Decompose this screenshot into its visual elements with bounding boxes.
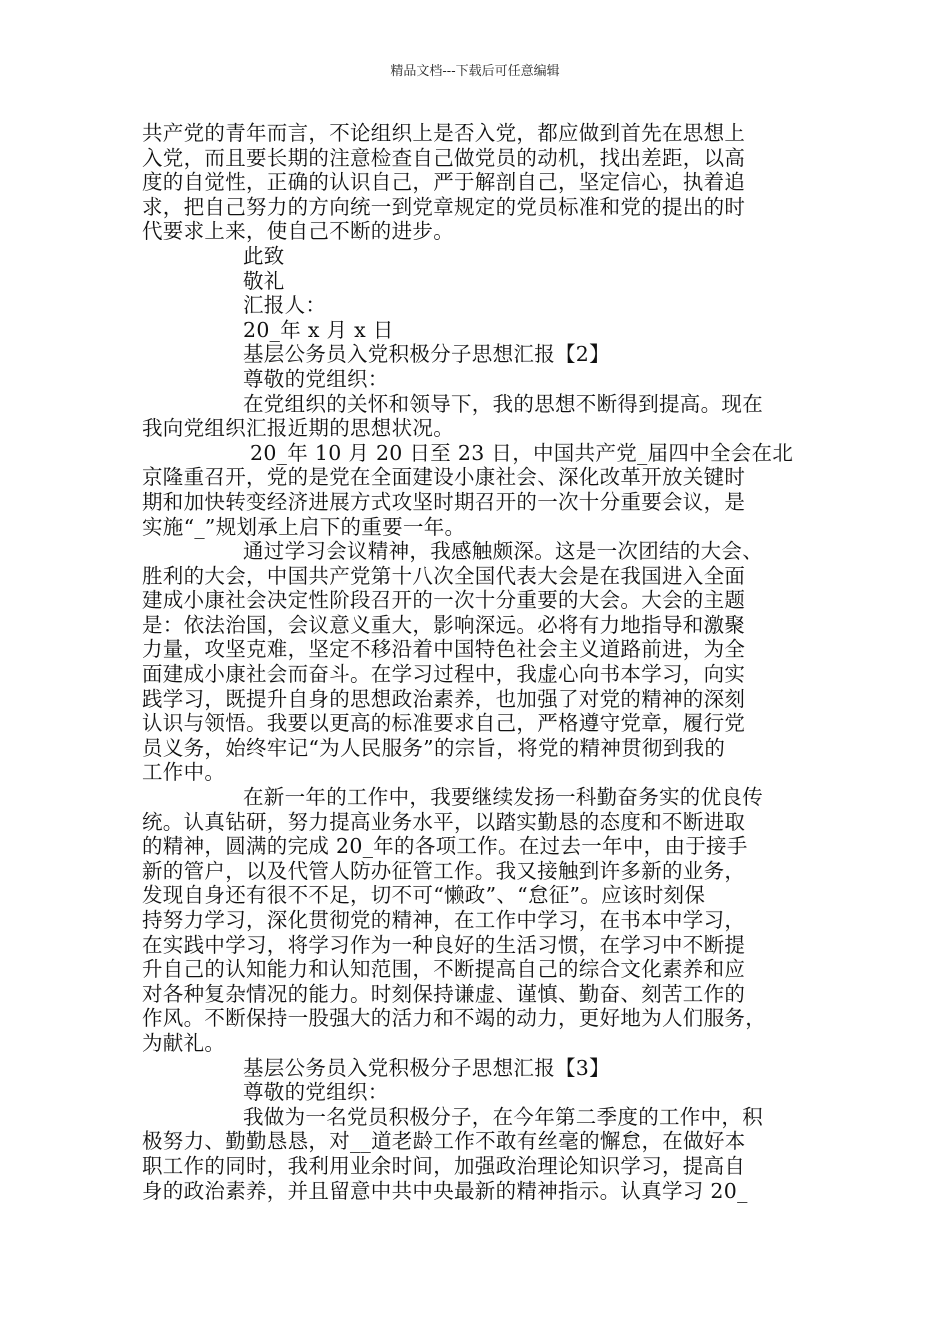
text-line: 入党，而且要长期的注意检查自己做党员的动机，找出差距，以高 bbox=[142, 145, 746, 170]
text-line: 工作中。 bbox=[142, 760, 226, 785]
text-line: 胜利的大会，中国共产党第十八次全国代表大会是在我国进入全面 bbox=[142, 563, 746, 588]
text-line: 在新一年的工作中，我要继续发扬一科勤奋务实的优良传 bbox=[243, 785, 763, 810]
text-line: 通过学习会议精神，我感触颇深。这是一次团结的大会、 bbox=[243, 539, 763, 564]
text-line: 是：依法治国，会议意义重大，影响深远。必将有力地指导和激聚 bbox=[142, 612, 746, 637]
text-line: 职工作的同时，我利用业余时间，加强政治理论知识学习，提高自 bbox=[142, 1153, 746, 1178]
closing-line: 此致 bbox=[243, 243, 285, 268]
section-title: 基层公务员入党积极分子思想汇报【2】 bbox=[243, 342, 610, 367]
text-line: 期和加快转变经济进展方式攻坚时期召开的一次十分重要会议，是 bbox=[142, 489, 746, 514]
text-line: 在实践中学习，将学习作为一种良好的生活习惯，在学习中不断提 bbox=[142, 932, 746, 957]
text-line: 员义务，始终牢记“为人民服务”的宗旨，将党的精神贯彻到我的 bbox=[142, 735, 726, 760]
text-line: 建成小康社会决定性阶段召开的一次十分重要的大会。大会的主题 bbox=[142, 588, 746, 613]
text-line: 身的政治素养，并且留意中共中央最新的精神指示。认真学习 20_ bbox=[142, 1178, 748, 1203]
text-line: 我做为一名党员积极分子，在今年第二季度的工作中，积 bbox=[243, 1104, 763, 1129]
paragraph bbox=[142, 785, 818, 1056]
text-line: 代要求上来，使自己不断的进步。 bbox=[142, 219, 454, 244]
closing-line: 敬礼 bbox=[243, 268, 285, 293]
paragraph bbox=[142, 539, 818, 785]
paragraph bbox=[142, 1105, 818, 1203]
reporter-line: 汇报人： bbox=[243, 293, 327, 318]
text-line: 京隆重召开，党的是党在全面建设小康社会、深化改革开放关键时 bbox=[142, 465, 746, 490]
page-header: 精品文档---下载后可任意编辑 bbox=[390, 64, 560, 79]
text-line: 持努力学习，深化贯彻党的精神，在工作中学习，在书本中学习， bbox=[142, 908, 746, 932]
text-line: 对各种复杂情况的能力。时刻保持谦虚、谨慎、勤奋、刻苦工作的 bbox=[142, 981, 746, 1006]
text-line: 力量，攻坚克难，坚定不移沿着中国特色社会主义道路前进，为全 bbox=[142, 637, 746, 662]
text-line: 的精神，圆满的完成 20_年的各项工作。在过去一年中，由于接手 bbox=[142, 834, 748, 859]
text-line: 为献礼。 bbox=[142, 1030, 226, 1055]
text-line: 践学习，既提升自身的思想政治素养，也加强了对党的精神的深刻 bbox=[142, 686, 746, 711]
date-line: 20_年 x 月 x 日 bbox=[243, 317, 394, 342]
paragraph bbox=[142, 441, 818, 539]
text-line: 发现自身还有很不不足，切不可“懒政”、“怠征”。应该时刻保 bbox=[142, 883, 706, 908]
text-line: 面建成小康社会而奋斗。在学习过程中，我虚心向书本学习，向实 bbox=[142, 662, 746, 687]
section-title: 基层公务员入党积极分子思想汇报【3】 bbox=[243, 1055, 610, 1080]
text-line: 实施“_”规划承上启下的重要一年。 bbox=[142, 514, 466, 539]
text-line: 在党组织的关怀和领导下，我的思想不断得到提高。现在 bbox=[243, 391, 763, 416]
salutation: 尊敬的党组织： bbox=[243, 366, 389, 391]
text-line: 统。认真钻研，努力提高业务水平，以踏实勤恳的态度和不断进取 bbox=[142, 809, 746, 834]
text-line: 度的自觉性，正确的认识自己，严于解剖自己，坚定信心，执着追 bbox=[142, 170, 746, 195]
text-line: 共产党的青年而言，不论组织上是否入党，都应做到首先在思想上 bbox=[142, 121, 746, 145]
salutation: 尊敬的党组织： bbox=[243, 1080, 389, 1105]
text-line: 认识与领悟。我要以更高的标准要求自己，严格遵守党章，履行党 bbox=[142, 711, 746, 736]
text-line: 求，把自己努力的方向统一到党章规定的党员标准和党的提出的时 bbox=[142, 194, 746, 219]
text-line: 新的管户，以及代管人防办征管工作。我又接触到许多新的业务， bbox=[142, 858, 746, 883]
text-line: 极努力、勤勤恳恳，对__道老龄工作不敢有丝毫的懈怠，在做好本 bbox=[142, 1129, 746, 1154]
paragraph bbox=[142, 392, 818, 441]
text-line: 我向党组织汇报近期的思想状况。 bbox=[142, 416, 454, 441]
text-line: 作风。不断保持一股强大的活力和不竭的动力，更好地为人们服务， bbox=[142, 1006, 766, 1031]
text-line: 20_年 10 月 20 日至 23 日，中国共产党_届四中全会在北 bbox=[250, 440, 794, 465]
text-line: 升自己的认知能力和认知范围，不断提高自己的综合文化素养和应 bbox=[142, 957, 746, 982]
document-body bbox=[142, 121, 818, 1203]
paragraph-continuation bbox=[142, 121, 818, 244]
